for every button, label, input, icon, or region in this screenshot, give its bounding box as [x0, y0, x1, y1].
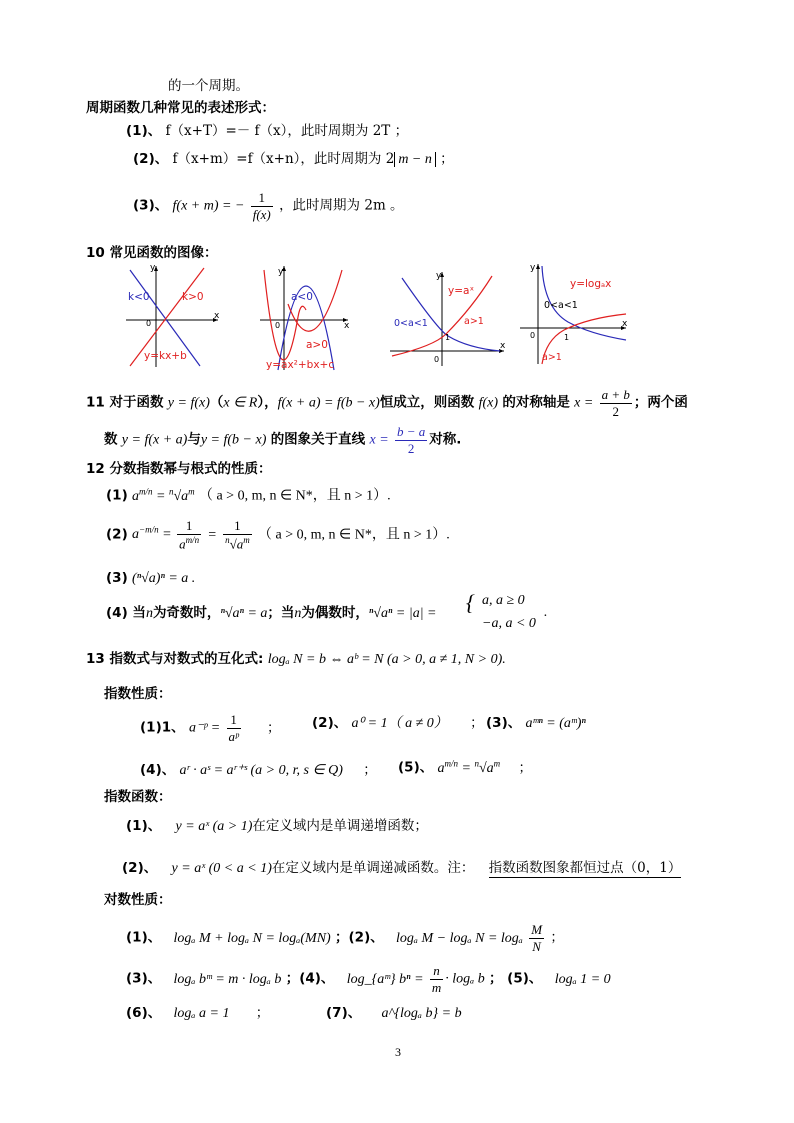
subheading: 指数函数：: [104, 789, 172, 805]
label-base-small: 0<a<1: [394, 318, 428, 329]
punctuation: ；: [518, 759, 532, 776]
exponential-graph: [388, 268, 508, 368]
axis-label-y: y: [150, 263, 156, 273]
label-a-negative: a<0: [291, 291, 313, 303]
fraction: [251, 190, 273, 222]
formula: f(x): [478, 395, 499, 411]
formula: a^{logₐ b} = b: [381, 1006, 462, 1021]
subheading: 对数性质：: [104, 892, 172, 908]
item-number: (3)、: [126, 970, 162, 987]
numerator: b − a: [396, 424, 426, 439]
y-arrow: [536, 264, 540, 269]
item-number: (3)、: [133, 197, 169, 214]
note: 指数函数图象都恒过点（0，1）: [488, 860, 682, 876]
formula: y = aˣ (a > 1): [175, 819, 253, 834]
condition: （ a > 0, m, n ∈ N*，且 n > 1）.: [258, 527, 450, 543]
punctuation: .: [544, 605, 548, 620]
denominator: 2: [407, 440, 415, 456]
formula: x =: [369, 432, 389, 448]
formula: x =: [574, 395, 594, 411]
axis-label-x: x: [344, 321, 350, 331]
text: 的图象关于直线: [270, 431, 366, 448]
denominator: f(x): [252, 206, 271, 222]
page-number: 3: [395, 1045, 401, 1059]
denominator: $a^{m/n}$: [179, 534, 200, 551]
brace: {: [466, 590, 475, 615]
section-13-heading: [86, 651, 506, 669]
axis-label-y: y: [278, 267, 284, 277]
text: 在定义域内是单调递减函数。注：: [271, 860, 475, 876]
fraction: [223, 518, 252, 552]
denominator: m: [431, 979, 442, 995]
item-number: (2)、: [122, 860, 158, 876]
case-1: a, a ≥ 0: [482, 593, 525, 608]
formula-root-power: $a^{m/n} = ^n√a^m$: [437, 758, 501, 776]
linear-graph: [118, 262, 220, 372]
intercept-label: 1: [445, 333, 451, 342]
formula: logₐ M − logₐ N = logₐ: [396, 930, 523, 946]
numerator: 1: [223, 518, 252, 535]
denominator: aᵖ: [228, 728, 239, 744]
case-2: −a, a < 0: [482, 616, 536, 631]
item-number: (2): [106, 526, 128, 543]
label-base-large: a>1: [542, 352, 562, 363]
fraction: [600, 387, 632, 419]
formula-line: [126, 922, 564, 954]
item-number: (6)、: [126, 1005, 162, 1021]
punctuation: ；: [440, 151, 454, 167]
formula-tail: ，此时周期为 2m 。: [279, 197, 404, 214]
section-11-line2: [104, 424, 461, 456]
variable: n: [294, 606, 302, 621]
text-line: 的一个周期。: [168, 78, 249, 94]
condition: （ a > 0, m, n ∈ N*，且 n > 1）.: [198, 488, 391, 504]
subheading: 指数性质：: [104, 686, 172, 702]
abs-value: m − n: [394, 152, 436, 167]
formula-line: [106, 518, 450, 552]
formula: f(x + a) = f(b − x): [277, 395, 380, 411]
item-number: ； (5)、: [488, 970, 543, 987]
formula: log_{aᵐ} bⁿ =: [346, 971, 424, 987]
formula-line: [398, 758, 532, 777]
formula: y = f(x): [167, 395, 210, 411]
label-base-large: a>1: [464, 316, 484, 327]
axis-label-x: x: [500, 341, 506, 351]
formula-line: [106, 605, 436, 623]
item-number: ；(2)、: [335, 929, 384, 946]
origin-label: 0: [146, 319, 152, 328]
formula: · logₐ b: [445, 971, 485, 987]
label-a-positive: a>0: [306, 339, 328, 351]
formula: (ⁿ√a)ⁿ = a .: [132, 571, 196, 586]
item-number: (3): [106, 570, 128, 586]
label-base-small: 0<a<1: [544, 300, 578, 311]
text: (4) 当: [106, 605, 146, 621]
text: ；当: [267, 605, 295, 621]
numerator: 1: [227, 712, 241, 729]
intercept-label: 1: [564, 333, 570, 342]
formula: y = f(x + a): [121, 432, 188, 448]
punctuation: ；: [255, 1005, 270, 1021]
formula: logₐ 1 = 0: [554, 971, 611, 987]
formula-line: [133, 151, 454, 169]
formula-line: [140, 762, 377, 780]
heading-text: 13 指数式与对数式的互化式:: [86, 651, 264, 667]
formula: f（x+m）=f（x+n），此时周期为 2: [172, 151, 395, 167]
denominator: $^n√a^m$: [225, 534, 250, 551]
equals: =: [207, 527, 217, 543]
text: 与: [187, 431, 201, 448]
section-heading: 12 分数指数幂与根式的性质：: [86, 461, 272, 477]
formula-line: [126, 818, 428, 836]
text: 的对称轴是: [502, 394, 570, 411]
formula-fractional-power: $a^{m/n} = ^n√a^m$: [132, 486, 195, 504]
item-number: ；(4)、: [285, 970, 335, 987]
text: （: [209, 394, 224, 411]
item-number: (1)、: [126, 123, 162, 139]
formula: ⁿ√aⁿ = a: [220, 606, 268, 621]
text: ），: [257, 394, 278, 411]
item-number: (4)、: [140, 762, 176, 778]
equation-label: y=ax²+bx+c: [266, 359, 335, 371]
label-k-positive: k>0: [182, 291, 204, 303]
item-number: (3)、: [486, 715, 522, 731]
formula-line: [326, 1005, 462, 1023]
item-number: (1)1、: [140, 719, 185, 736]
formula: logₐ N = b ⇔ aᵇ = N (a > 0, a ≠ 1, N > 0).: [267, 652, 506, 667]
punctuation: ；: [363, 762, 377, 778]
item-number: (1)、: [126, 818, 162, 834]
item-number: (5)、: [398, 759, 434, 776]
fraction: [395, 424, 427, 456]
equation-label: y=aˣ: [448, 285, 475, 297]
formula: f(x + m) = −: [172, 198, 245, 214]
punctuation: ；: [470, 715, 484, 731]
denominator: N: [532, 938, 541, 954]
section-heading: 周期函数几种常见的表述形式：: [86, 100, 275, 116]
text: 为偶数时，: [301, 605, 369, 621]
numerator: n: [430, 963, 443, 980]
equation-label: y=kx+b: [144, 350, 187, 362]
axis-label-y: y: [436, 271, 442, 281]
text: 为奇数时，: [152, 605, 221, 621]
formula: y = f(b − x): [200, 432, 267, 448]
equation-label: y=logₐx: [570, 278, 612, 290]
formula: logₐ a = 1: [173, 1006, 230, 1021]
item-number: (7)、: [326, 1005, 362, 1021]
text: 恒成立，则函数: [379, 394, 475, 411]
formula: logₐ M + logₐ N = logₐ(MN): [173, 930, 331, 946]
origin-label: 0: [434, 355, 440, 364]
punctuation: ；: [550, 929, 564, 946]
item-number: (2)、: [312, 715, 348, 731]
formula-line: [312, 715, 484, 733]
formula-line: [106, 570, 195, 588]
formula-line: [126, 963, 611, 995]
parabola-a-positive-left: [264, 270, 306, 360]
formula-line: [106, 486, 391, 505]
fraction: [529, 922, 544, 954]
axis-label-x: x: [622, 319, 628, 329]
formula: y = aˣ (0 < a < 1): [171, 861, 272, 876]
item-number: (1)、: [126, 929, 162, 946]
formula: aʳ · aˢ = aʳ⁺ˢ (a > 0, r, s ∈ Q): [179, 763, 343, 778]
quadratic-graph: [258, 262, 358, 374]
axis-label-x: x: [214, 311, 220, 321]
item-number: (1): [106, 487, 128, 504]
fraction: [177, 518, 201, 552]
formula-line: [133, 190, 404, 222]
denominator: 2: [612, 403, 619, 419]
fraction: [430, 963, 443, 995]
formula: logₐ bᵐ = m · logₐ b: [173, 971, 282, 987]
formula-negative-power: $a^{-m/n}$ =: [132, 524, 176, 543]
numerator: 1: [177, 518, 201, 535]
heading-text: 11 对于函数: [86, 394, 164, 411]
text: 在定义域内是单调递增函数；: [252, 818, 428, 834]
formula: a⁻ᵖ =: [188, 720, 221, 736]
fraction: [227, 712, 241, 744]
item-number: (2)、: [133, 151, 169, 167]
numerator: 1: [251, 190, 273, 207]
formula: f（x+T）=－ f（x），此时周期为 2T ；: [165, 123, 409, 139]
formula: a⁰ = 1（ a ≠ 0）: [351, 716, 448, 731]
origin-label: 0: [530, 331, 536, 340]
formula: ⁿ√aⁿ = |a| =: [368, 606, 437, 621]
formula-line: [140, 712, 281, 744]
formula: x ∈ R: [223, 395, 258, 411]
section-11-line1: [86, 387, 688, 419]
numerator: M: [531, 922, 543, 937]
text: 对称.: [429, 431, 462, 448]
formula: aᵐⁿ = (aᵐ)ⁿ: [525, 716, 586, 731]
formula-line: [486, 715, 586, 733]
section-heading: 10 常见函数的图像：: [86, 245, 218, 261]
logarithm-graph: [518, 260, 630, 368]
origin-label: 0: [275, 321, 281, 330]
formula-line: [126, 1005, 269, 1023]
formula-line: [122, 860, 681, 878]
numerator: a + b: [601, 387, 630, 402]
formula-line: [126, 123, 408, 139]
text: ；两个函: [633, 394, 688, 411]
axis-label-y: y: [530, 263, 536, 273]
label-k-negative: k<0: [128, 291, 150, 303]
punctuation: ；: [267, 719, 281, 736]
text: 数: [104, 431, 118, 448]
variable: n: [145, 606, 153, 621]
